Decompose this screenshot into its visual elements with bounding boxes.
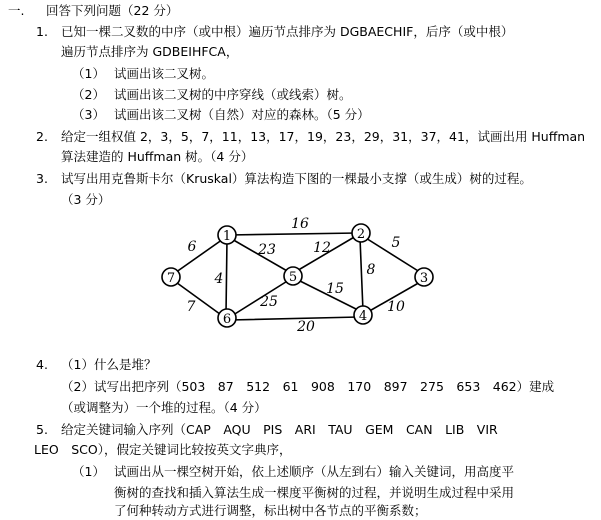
- q4-number: 4.: [36, 357, 48, 372]
- weight-5-4: 15: [326, 281, 344, 297]
- q3-number: 3.: [36, 171, 48, 186]
- weight-5-2: 12: [313, 240, 331, 256]
- node-1-label: 1: [222, 229, 232, 244]
- q1-sub1-number: （1）: [72, 66, 105, 81]
- weight-1-5: 23: [258, 242, 276, 258]
- q5-sub1-line-1: 试画出从一棵空树开始，依上述顺序（从左到右）输入关键词，用高度平: [114, 464, 515, 479]
- node-6-label: 6: [222, 312, 232, 327]
- q5-sub1-number: （1）: [72, 464, 105, 479]
- q2-line-2: 算法建造的 Huffman 树。（4 分）: [61, 149, 254, 164]
- q2-number: 2.: [36, 129, 48, 144]
- node-5-label: 5: [288, 270, 298, 285]
- q1-sub3-number: （3）: [72, 107, 105, 122]
- q1-sub2-number: （2）: [72, 87, 105, 102]
- section-title: 回答下列问题（22 分）: [46, 3, 179, 18]
- weight-7-1: 6: [187, 239, 197, 255]
- q1-line-1: 已知一棵二叉数的中序（或中根）遍历节点排序为 DGBAECHIF，后序（或中根）: [61, 24, 514, 39]
- edge-7-1: [172, 237, 226, 275]
- q3-line-1: 试写出用克鲁斯卡尔（Kruskal）算法构造下图的一棵最小支撑（或生成）树的过程。: [61, 171, 532, 186]
- q4-line-3: （或调整为）一个堆的过程。（4 分）: [61, 400, 267, 415]
- weighted-graph-figure: [150, 213, 460, 343]
- node-2-label: 2: [356, 227, 366, 242]
- graph-svg: [150, 213, 460, 343]
- weight-1-2: 16: [291, 216, 309, 232]
- edge-1-6: [226, 239, 227, 314]
- q3-line-2: （3 分）: [61, 192, 111, 207]
- weight-2-3: 5: [391, 235, 401, 251]
- q2-line-1: 给定一组权值 2，3，5，7，11，13，17，19，23，29，31，37，41，试画出用 Huffman: [61, 129, 586, 144]
- edge-6-4: [230, 317, 359, 320]
- q1-sub1-text: 试画出该二叉树。: [114, 66, 215, 81]
- q5-sub1-line-3: 了何种转动方式进行调整，标出树中各节点的平衡系数；: [114, 503, 427, 518]
- q5-line-2: LEO SCO），假定关键词比较按英文字典序，: [34, 442, 292, 457]
- weight-6-4: 20: [297, 319, 315, 335]
- node-3-label: 3: [419, 271, 429, 286]
- q5-number: 5.: [36, 422, 48, 437]
- q4-line-1: （1）什么是堆？: [61, 357, 157, 372]
- q1-sub2-text: 试画出该二叉树的中序穿线（或线索）树。: [114, 87, 352, 102]
- edge-2-4: [360, 238, 363, 311]
- edge-1-2: [228, 233, 358, 235]
- q4-line-2: （2）试写出把序列（503 87 512 61 908 170 897 275 653 462）建成: [61, 379, 555, 394]
- q5-sub1-line-2: 衡树的查找和插入算法生成一棵度平衡树的过程，并说明生成过程中采用: [114, 485, 515, 500]
- weight-7-6: 7: [186, 299, 196, 315]
- node-4-label: 4: [358, 309, 368, 324]
- q1-sub3-text: 试画出该二叉树（自然）对应的森林。（5 分）: [114, 107, 370, 122]
- weight-3-4: 10: [387, 299, 405, 315]
- q1-line-2: 遍历节点排序为 GDBEIHFCA，: [61, 44, 239, 59]
- weight-6-5: 25: [260, 294, 278, 310]
- section-number: 一.: [8, 3, 25, 18]
- weight-2-4: 8: [366, 262, 376, 278]
- q1-number: 1.: [36, 24, 48, 39]
- weight-1-6: 4: [214, 271, 224, 287]
- node-7-label: 7: [166, 271, 176, 286]
- q5-line-1: 给定关键词输入序列（CAP AQU PIS ARI TAU GEM CAN LIB VIR: [61, 422, 498, 437]
